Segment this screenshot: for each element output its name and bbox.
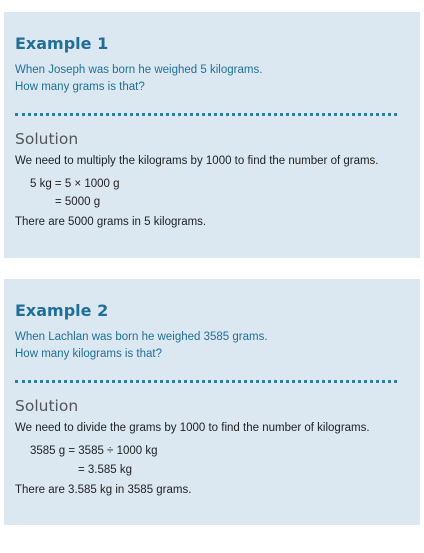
- example-1-work-line-1: 5 kg = 5 × 1000 g: [30, 178, 120, 190]
- example-1-title: Example 1: [15, 34, 109, 53]
- example-1-question-line-1: When Joseph was born he weighed 5 kilograms.: [15, 64, 263, 76]
- example-1-work-line-2: = 5000 g: [55, 196, 101, 208]
- dotted-divider: [15, 113, 397, 116]
- dotted-divider: [15, 380, 397, 383]
- example-1-question-line-2: How many grams is that?: [15, 81, 145, 93]
- example-1-solution-title: Solution: [15, 130, 79, 148]
- example-2-title: Example 2: [15, 301, 109, 320]
- example-2-question-line-1: When Lachlan was born he weighed 3585 grams.: [15, 331, 268, 343]
- example-1-answer: There are 5000 grams in 5 kilograms.: [15, 216, 207, 228]
- example-2-work-line-2: = 3.585 kg: [78, 464, 133, 476]
- example-1-question: [15, 62, 262, 96]
- example-2-answer: There are 3.585 kg in 3585 grams.: [15, 484, 192, 496]
- example-1-solution-intro: We need to multiply the kilograms by 1000 to find the number of grams.: [15, 155, 379, 167]
- example-2-card: [4, 279, 420, 525]
- example-2-question-line-2: How many kilograms is that?: [15, 348, 162, 360]
- example-2-work-line-1: 3585 g = 3585 ÷ 1000 kg: [30, 445, 158, 457]
- example-2-solution-intro: We need to divide the grams by 1000 to find the number of kilograms.: [15, 422, 370, 434]
- example-2-solution-title: Solution: [15, 397, 79, 415]
- example-2-question: [15, 329, 268, 363]
- example-1-card: [4, 12, 420, 258]
